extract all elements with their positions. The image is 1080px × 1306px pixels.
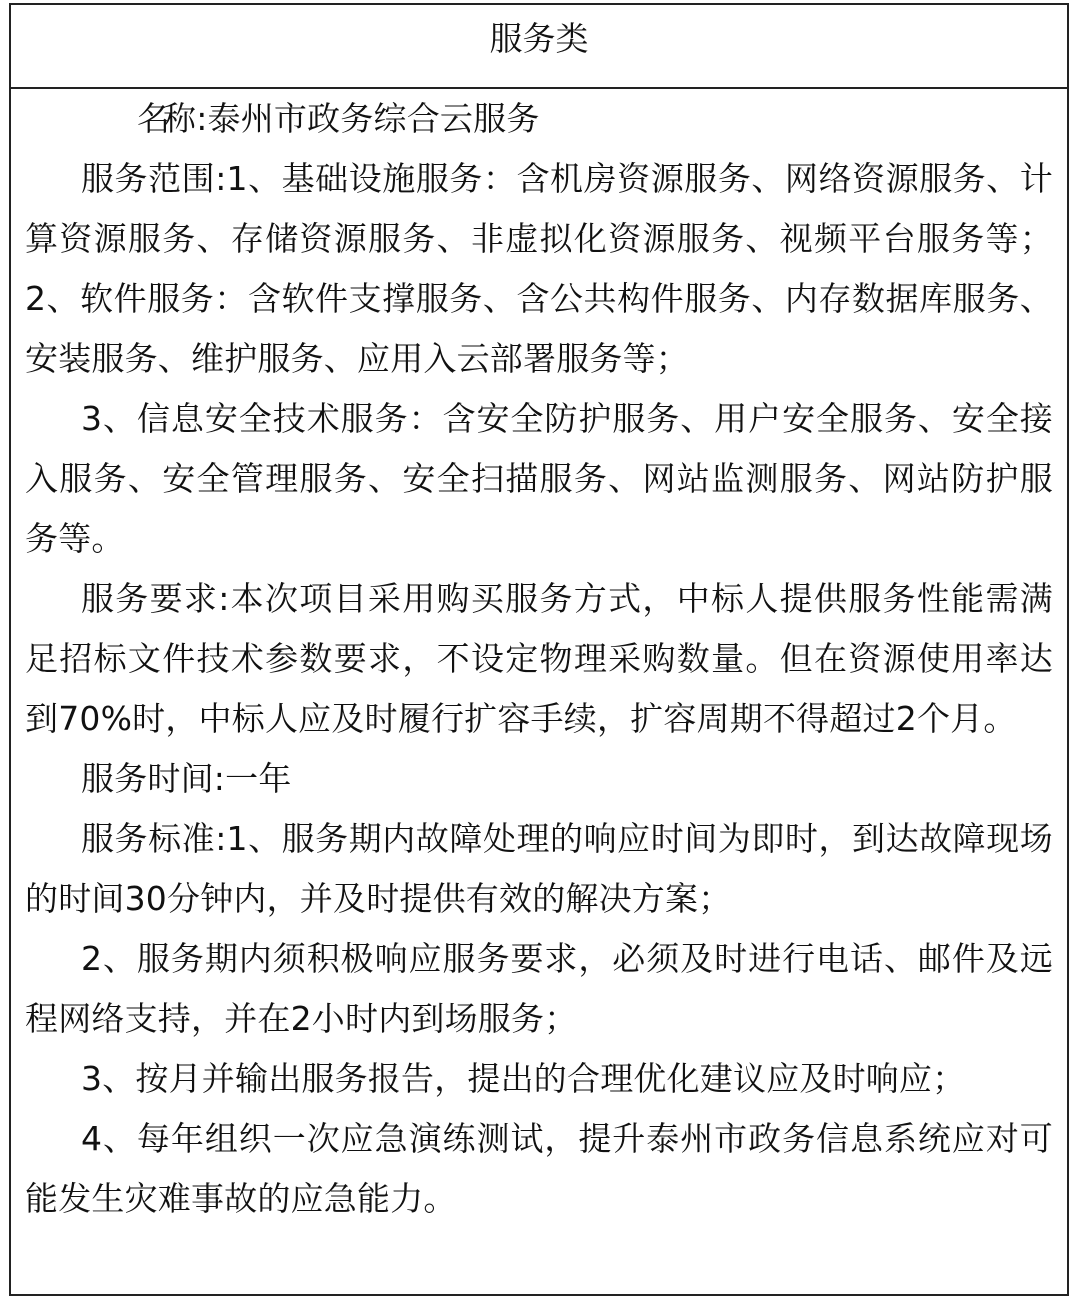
name-label-b: 称: (163, 99, 208, 138)
service-table (9, 3, 1069, 1296)
table-title: 服务类 (489, 19, 589, 58)
service-name-value: 泰州市政务综合云服务 (207, 99, 540, 138)
table-body (11, 89, 1067, 1229)
service-time-paragraph: 服务时间:一年 (81, 759, 292, 798)
service-requirement-paragraph: 服务要求:本次项目采用购买服务方式，中标人提供服务性能需满足招标文件技术参数要求，不设定物理采购数量。但在资源使用率达到70%时，中标人应及时履行扩容手续，扩容周期不得超过2个月。 (25, 579, 1053, 738)
service-name-line (25, 89, 1053, 149)
service-standard-4-paragraph: 4、每年组织一次应急演练测试，提升泰州市政务信息系统应对可能发生灾难事故的应急能力。 (25, 1119, 1053, 1218)
service-scope-paragraph: 服务范围:1、基础设施服务：含机房资源服务、网络资源服务、计算资源服务、存储资源服务、非虚拟化资源服务、视频平台服务等；2、软件服务：含软件支撑服务、含公共构件服务、内存数据库服务、安装服务、维护服务、应用入云部署服务等； (25, 159, 1053, 378)
service-standard-1-paragraph: 服务标准:1、服务期内故障处理的响应时间为即时，到达故障现场的时间30分钟内，并及时提供有效的解决方案； (25, 819, 1053, 918)
service-standard-3-paragraph: 3、按月并输出服务报告，提出的合理优化建议应及时响应； (81, 1059, 966, 1098)
table-header (11, 5, 1067, 89)
security-service-paragraph: 3、信息安全技术服务：含安全防护服务、用户安全服务、安全接入服务、安全管理服务、安全扫描服务、网站监测服务、网站防护服务等。 (25, 399, 1053, 558)
service-standard-2-paragraph: 2、服务期内须积极响应服务要求，必须及时进行电话、邮件及远程网络支持，并在2小时内到场服务； (25, 939, 1053, 1038)
name-label-a: 名 (137, 99, 171, 138)
